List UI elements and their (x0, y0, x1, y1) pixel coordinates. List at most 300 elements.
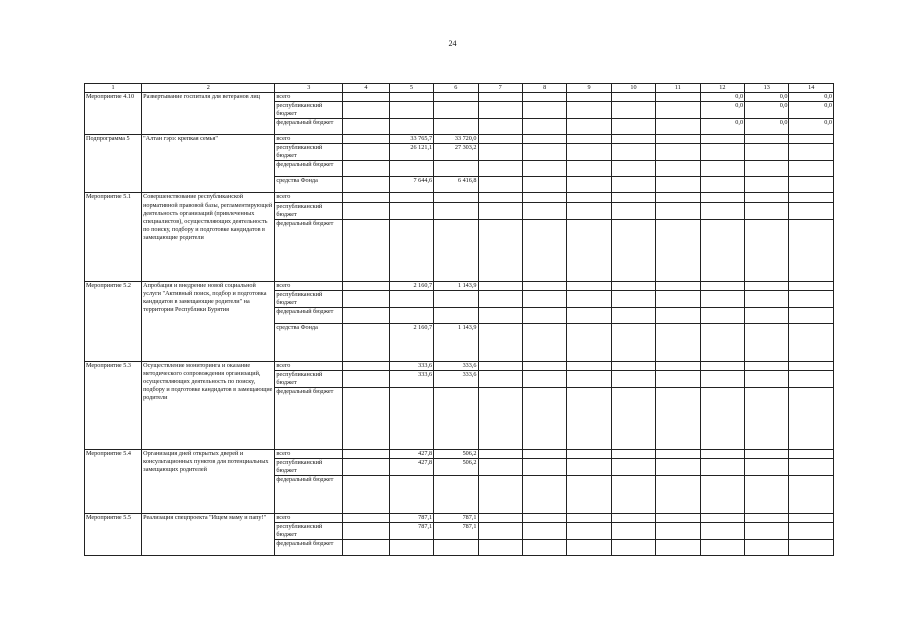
value-cell (789, 514, 834, 523)
activity-name: Организация дней открытых дверей и консультационных пунктов для потенциальных замещающих родителей (142, 450, 275, 514)
value-cell (389, 193, 433, 202)
value-cell (700, 540, 744, 556)
value-cell (343, 135, 390, 144)
value-cell (656, 135, 700, 144)
value-cell (567, 450, 611, 459)
value-cell (343, 476, 390, 514)
funding-source: федеральный бюджет (275, 388, 343, 450)
value-cell (745, 459, 789, 476)
funding-source: республиканский бюджет (275, 370, 343, 387)
value-cell (478, 193, 522, 202)
value-cell: 0,0 (789, 119, 834, 135)
funding-source: республиканский бюджет (275, 459, 343, 476)
table-row (85, 281, 834, 290)
value-cell (656, 193, 700, 202)
value-cell: 506,2 (434, 459, 478, 476)
value-cell (522, 523, 566, 540)
value-cell (343, 281, 390, 290)
value-cell (343, 102, 390, 119)
value-cell (611, 119, 655, 135)
value-cell (700, 388, 744, 450)
value-cell (745, 540, 789, 556)
value-cell: 506,2 (434, 450, 478, 459)
value-cell (343, 119, 390, 135)
value-cell (745, 135, 789, 144)
value-cell (656, 459, 700, 476)
value-cell (343, 202, 390, 219)
value-cell: 0,0 (745, 119, 789, 135)
value-cell (478, 219, 522, 281)
value-cell (567, 119, 611, 135)
value-cell (745, 514, 789, 523)
value-cell (656, 93, 700, 102)
value-cell (567, 281, 611, 290)
value-cell (343, 219, 390, 281)
value-cell (700, 450, 744, 459)
value-cell (567, 193, 611, 202)
value-cell (611, 281, 655, 290)
table-row (85, 361, 834, 370)
value-cell (789, 219, 834, 281)
value-cell (478, 540, 522, 556)
value-cell (522, 323, 566, 361)
funding-source: федеральный бюджет (275, 307, 343, 323)
activity-code: Мероприятие 5.1 (85, 193, 142, 281)
value-cell: 0,0 (745, 93, 789, 102)
funding-source: республиканский бюджет (275, 523, 343, 540)
value-cell (789, 361, 834, 370)
value-cell (700, 514, 744, 523)
value-cell (745, 290, 789, 307)
value-cell (522, 144, 566, 161)
value-cell (567, 476, 611, 514)
value-cell (611, 135, 655, 144)
value-cell (745, 388, 789, 450)
column-header: 11 (656, 84, 700, 93)
activity-code: Мероприятие 5.2 (85, 281, 142, 361)
value-cell (434, 193, 478, 202)
activity-name: Развертывание госпиталя для ветеранов лиц (142, 93, 275, 135)
funding-source: республиканский бюджет (275, 102, 343, 119)
value-cell (567, 144, 611, 161)
value-cell: 0,0 (700, 93, 744, 102)
value-cell: 0,0 (789, 93, 834, 102)
value-cell (700, 370, 744, 387)
value-cell (567, 161, 611, 177)
value-cell: 427,8 (389, 459, 433, 476)
value-cell (567, 370, 611, 387)
value-cell (567, 323, 611, 361)
value-cell (478, 476, 522, 514)
value-cell (522, 219, 566, 281)
value-cell: 787,1 (434, 514, 478, 523)
value-cell (434, 93, 478, 102)
funding-source: федеральный бюджет (275, 119, 343, 135)
value-cell (522, 476, 566, 514)
activity-code: Подпрограмма 5 (85, 135, 142, 193)
value-cell (343, 370, 390, 387)
value-cell (478, 450, 522, 459)
value-cell (434, 202, 478, 219)
value-cell (700, 281, 744, 290)
value-cell (656, 361, 700, 370)
value-cell (478, 202, 522, 219)
column-header: 13 (745, 84, 789, 93)
value-cell (611, 202, 655, 219)
value-cell (789, 459, 834, 476)
value-cell (656, 144, 700, 161)
funding-source: всего (275, 514, 343, 523)
value-cell (522, 361, 566, 370)
value-cell (789, 177, 834, 193)
value-cell (611, 102, 655, 119)
value-cell (343, 459, 390, 476)
value-cell (611, 450, 655, 459)
value-cell (656, 161, 700, 177)
value-cell (745, 476, 789, 514)
funding-source: всего (275, 193, 343, 202)
funding-source: федеральный бюджет (275, 540, 343, 556)
activity-name: "Алтан гэрэ: крепкая семья" (142, 135, 275, 193)
value-cell: 33 765,7 (389, 135, 433, 144)
value-cell (522, 450, 566, 459)
value-cell (656, 476, 700, 514)
value-cell (389, 119, 433, 135)
value-cell (434, 540, 478, 556)
funding-source: средства Фонда (275, 177, 343, 193)
value-cell (789, 161, 834, 177)
value-cell (434, 161, 478, 177)
value-cell (343, 388, 390, 450)
value-cell (700, 202, 744, 219)
value-cell (522, 388, 566, 450)
value-cell (522, 459, 566, 476)
value-cell (389, 102, 433, 119)
funding-source: республиканский бюджет (275, 202, 343, 219)
activity-name: Осуществление мониторинга и оказание методического сопровождения организаций, осуществляющих деятельность по поиску, подбору и подготовке кандидатов в замещающие родители (142, 361, 275, 449)
value-cell: 787,1 (434, 523, 478, 540)
value-cell: 427,8 (389, 450, 433, 459)
funding-source: всего (275, 281, 343, 290)
funding-source: республиканский бюджет (275, 144, 343, 161)
funding-source: всего (275, 450, 343, 459)
value-cell: 787,1 (389, 523, 433, 540)
value-cell (789, 193, 834, 202)
value-cell (343, 177, 390, 193)
value-cell (478, 459, 522, 476)
value-cell (745, 281, 789, 290)
value-cell (789, 540, 834, 556)
value-cell (567, 523, 611, 540)
value-cell (700, 476, 744, 514)
value-cell (478, 281, 522, 290)
value-cell (478, 514, 522, 523)
value-cell (700, 361, 744, 370)
column-header: 8 (522, 84, 566, 93)
column-header: 1 (85, 84, 142, 93)
value-cell: 1 143,9 (434, 281, 478, 290)
table-row (85, 135, 834, 144)
value-cell (343, 144, 390, 161)
value-cell (567, 202, 611, 219)
value-cell: 0,0 (745, 102, 789, 119)
value-cell (656, 388, 700, 450)
value-cell (700, 219, 744, 281)
value-cell (789, 450, 834, 459)
value-cell (567, 102, 611, 119)
value-cell (656, 323, 700, 361)
value-cell (434, 219, 478, 281)
activity-name: Совершенствование республиканской нормативной правовой базы, регламентирующей деятельность организаций (привлеченных специалистов), осуществляющих деятельность по поиску, подбору и подготовке кандидатов в замещающие родители (142, 193, 275, 281)
value-cell (611, 93, 655, 102)
value-cell (656, 281, 700, 290)
value-cell (745, 370, 789, 387)
value-cell (611, 219, 655, 281)
page-number: 24 (448, 39, 457, 48)
value-cell (745, 161, 789, 177)
value-cell (611, 161, 655, 177)
value-cell (522, 193, 566, 202)
value-cell (656, 523, 700, 540)
value-cell (745, 307, 789, 323)
value-cell (389, 388, 433, 450)
value-cell (522, 514, 566, 523)
value-cell (656, 119, 700, 135)
value-cell (700, 161, 744, 177)
value-cell (478, 307, 522, 323)
column-header: 9 (567, 84, 611, 93)
value-cell (567, 93, 611, 102)
value-cell (478, 144, 522, 161)
value-cell (343, 323, 390, 361)
value-cell (478, 361, 522, 370)
value-cell (611, 523, 655, 540)
funding-source: всего (275, 135, 343, 144)
value-cell (789, 388, 834, 450)
value-cell: 333,6 (389, 361, 433, 370)
value-cell (478, 119, 522, 135)
column-header: 14 (789, 84, 834, 93)
value-cell (611, 177, 655, 193)
value-cell (745, 450, 789, 459)
value-cell (789, 307, 834, 323)
value-cell (522, 281, 566, 290)
value-cell (700, 177, 744, 193)
value-cell (478, 161, 522, 177)
activity-name: Апробация и внедрение новой социальной услуги "Активный поиск, подбор и подготовка кандидатов в замещающие родители" на территории Республики Бурятия (142, 281, 275, 361)
value-cell (434, 119, 478, 135)
value-cell (789, 290, 834, 307)
value-cell (789, 135, 834, 144)
value-cell (745, 177, 789, 193)
table-row (85, 514, 834, 523)
value-cell (478, 370, 522, 387)
value-cell (700, 459, 744, 476)
value-cell (522, 540, 566, 556)
value-cell (611, 540, 655, 556)
value-cell (522, 202, 566, 219)
value-cell (478, 135, 522, 144)
value-cell (567, 177, 611, 193)
value-cell (343, 361, 390, 370)
value-cell: 6 416,8 (434, 177, 478, 193)
column-header: 7 (478, 84, 522, 93)
column-header: 5 (389, 84, 433, 93)
value-cell (700, 523, 744, 540)
value-cell (478, 523, 522, 540)
value-cell (522, 102, 566, 119)
budget-table (84, 83, 834, 556)
value-cell: 7 644,6 (389, 177, 433, 193)
value-cell (611, 193, 655, 202)
value-cell (522, 177, 566, 193)
value-cell (789, 476, 834, 514)
value-cell (522, 370, 566, 387)
value-cell (434, 102, 478, 119)
value-cell (389, 161, 433, 177)
table-row (85, 93, 834, 102)
value-cell (567, 361, 611, 370)
column-number-row (85, 84, 834, 93)
table-row (85, 193, 834, 202)
value-cell (789, 523, 834, 540)
value-cell (789, 370, 834, 387)
value-cell: 2 160,7 (389, 281, 433, 290)
value-cell (567, 219, 611, 281)
funding-source: республиканский бюджет (275, 290, 343, 307)
value-cell (522, 161, 566, 177)
value-cell (567, 388, 611, 450)
value-cell (478, 177, 522, 193)
value-cell (343, 290, 390, 307)
value-cell (656, 290, 700, 307)
value-cell (700, 193, 744, 202)
value-cell (611, 388, 655, 450)
column-header: 6 (434, 84, 478, 93)
value-cell: 0,0 (700, 102, 744, 119)
value-cell: 333,6 (434, 370, 478, 387)
value-cell: 787,1 (389, 514, 433, 523)
value-cell (656, 514, 700, 523)
value-cell (567, 307, 611, 323)
value-cell (700, 135, 744, 144)
value-cell (478, 102, 522, 119)
value-cell (343, 161, 390, 177)
value-cell (611, 459, 655, 476)
column-header: 2 (142, 84, 275, 93)
value-cell (434, 388, 478, 450)
value-cell (389, 93, 433, 102)
activity-name: Реализация спецпроекта "Ищем маму и папу!" (142, 514, 275, 556)
funding-source: федеральный бюджет (275, 219, 343, 281)
value-cell (567, 459, 611, 476)
value-cell: 2 160,7 (389, 323, 433, 361)
value-cell (789, 281, 834, 290)
value-cell (567, 540, 611, 556)
value-cell: 33 720,0 (434, 135, 478, 144)
value-cell: 1 143,9 (434, 323, 478, 361)
value-cell (343, 307, 390, 323)
value-cell (522, 290, 566, 307)
value-cell (745, 202, 789, 219)
funding-source: всего (275, 361, 343, 370)
funding-source: федеральный бюджет (275, 476, 343, 514)
value-cell (343, 540, 390, 556)
value-cell (745, 219, 789, 281)
value-cell (567, 514, 611, 523)
value-cell (343, 450, 390, 459)
value-cell (745, 523, 789, 540)
value-cell (522, 307, 566, 323)
value-cell (789, 323, 834, 361)
value-cell (389, 476, 433, 514)
value-cell (567, 290, 611, 307)
value-cell: 333,6 (389, 370, 433, 387)
value-cell (434, 476, 478, 514)
value-cell (389, 307, 433, 323)
value-cell (611, 370, 655, 387)
value-cell (656, 102, 700, 119)
activity-code: Мероприятие 4.10 (85, 93, 142, 135)
value-cell (700, 323, 744, 361)
value-cell (478, 323, 522, 361)
value-cell (522, 93, 566, 102)
value-cell (700, 290, 744, 307)
funding-source: всего (275, 93, 343, 102)
value-cell (611, 307, 655, 323)
activity-code: Мероприятие 5.3 (85, 361, 142, 449)
value-cell (656, 540, 700, 556)
value-cell (611, 290, 655, 307)
value-cell (789, 202, 834, 219)
value-cell (389, 219, 433, 281)
value-cell: 27 303,2 (434, 144, 478, 161)
value-cell (700, 307, 744, 323)
funding-source: средства Фонда (275, 323, 343, 361)
value-cell (522, 135, 566, 144)
value-cell (434, 307, 478, 323)
value-cell (611, 514, 655, 523)
funding-source: федеральный бюджет (275, 161, 343, 177)
value-cell (656, 177, 700, 193)
column-header: 12 (700, 84, 744, 93)
value-cell (789, 144, 834, 161)
column-header: 4 (343, 84, 390, 93)
value-cell (656, 219, 700, 281)
value-cell: 0,0 (789, 102, 834, 119)
value-cell (567, 135, 611, 144)
value-cell (611, 361, 655, 370)
value-cell (656, 450, 700, 459)
value-cell (745, 144, 789, 161)
value-cell (343, 514, 390, 523)
value-cell (611, 323, 655, 361)
value-cell: 333,6 (434, 361, 478, 370)
value-cell (343, 193, 390, 202)
value-cell (434, 290, 478, 307)
value-cell (611, 476, 655, 514)
value-cell (478, 93, 522, 102)
value-cell (611, 144, 655, 161)
value-cell (343, 523, 390, 540)
value-cell (522, 119, 566, 135)
table-body (85, 93, 834, 556)
value-cell (745, 361, 789, 370)
value-cell (343, 93, 390, 102)
value-cell (389, 540, 433, 556)
value-cell: 26 121,1 (389, 144, 433, 161)
value-cell (656, 202, 700, 219)
